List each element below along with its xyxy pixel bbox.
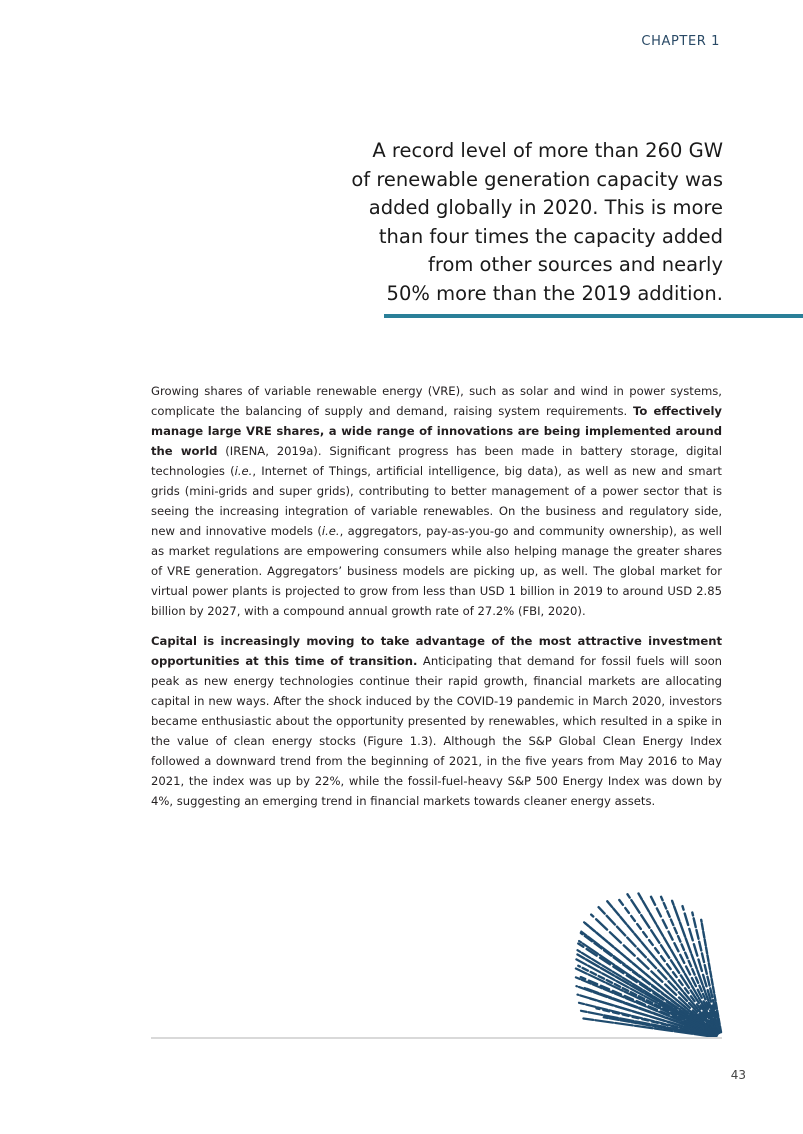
- text-run: , Internet of Things, artificial intelligence, big data), as well as new and smart grids (mini-grids and super grids), contributing to better management of a power sector that is seeing the increasing integration of variable renewables. On the business and regulatory side, new and innovative models (: [151, 464, 722, 538]
- decorative-sunburst-graphic: [440, 850, 730, 1045]
- italic-text-run: i.e.: [321, 524, 340, 538]
- bold-text-run: Capital is increasingly moving to take advantage of the most attractive investment opportunities at this time of transition.: [151, 634, 722, 668]
- pull-quote: [293, 137, 723, 308]
- pull-quote-line: than four times the capacity added: [378, 224, 723, 248]
- text-run: Anticipating that demand for fossil fuels will soon peak as new energy technologies continue their rapid growth, financial markets are allocating capital in new ways. After the shock induced by the COVID-19 pandemic in March 2020, investors became enthusiastic about the opportunity presented by renewables, which resulted in a spike in the value of clean energy stocks (Figure 1.3). Although the S&P Global Clean Energy Index followed a downward trend from the beginning of 2021, in the five years from May 2016 to May 2021, the index was up by 22%, while the fossil-fuel-heavy S&P 500 Energy Index was down by 4%, suggesting an emerging trend in financial markets towards cleaner energy assets.: [151, 654, 723, 808]
- paragraph-vre: [151, 381, 722, 621]
- pull-quote-line: of renewable generation capacity was: [351, 167, 723, 191]
- pull-quote-line: A record level of more than 260 GW: [372, 139, 723, 162]
- chapter-label: CHAPTER 1: [641, 34, 720, 49]
- paragraph-capital: [151, 631, 722, 811]
- text-run: , aggregators, pay-as-you-go and community ownership), as well as market regulations are empowering consumers while also helping manage the greater shares of VRE generation. Aggregators’ business models are picking up, as well. The global market for virtual power plants is projected to grow from less than USD 1 billion in 2019 to around USD 2.85 billion by 2027, with a compound annual growth rate of 27.2% (FBI, 2020).: [151, 524, 722, 618]
- pull-quote-line: added globally in 2020. This is more: [368, 196, 723, 219]
- page-number: 43: [730, 1068, 746, 1082]
- italic-text-run: i.e.: [234, 464, 253, 478]
- pull-quote-rule: [384, 314, 803, 318]
- bold-text-run: To effectively manage large VRE shares, a wide range of innovations are being implemented around the world: [151, 404, 722, 458]
- body-text: [151, 381, 722, 821]
- bottom-divider: [151, 1037, 722, 1039]
- pull-quote-line: 50% more than the 2019 addition.: [386, 281, 723, 305]
- pull-quote-line: from other sources and nearly: [427, 253, 723, 276]
- text-run: Growing shares of variable renewable energy (VRE), such as solar and wind in power systems, complicate the balancing of supply and demand, raising system requirements.: [151, 384, 722, 418]
- text-run: (IRENA, 2019a). Significant progress has been made in battery storage, digital technologies (: [151, 444, 722, 478]
